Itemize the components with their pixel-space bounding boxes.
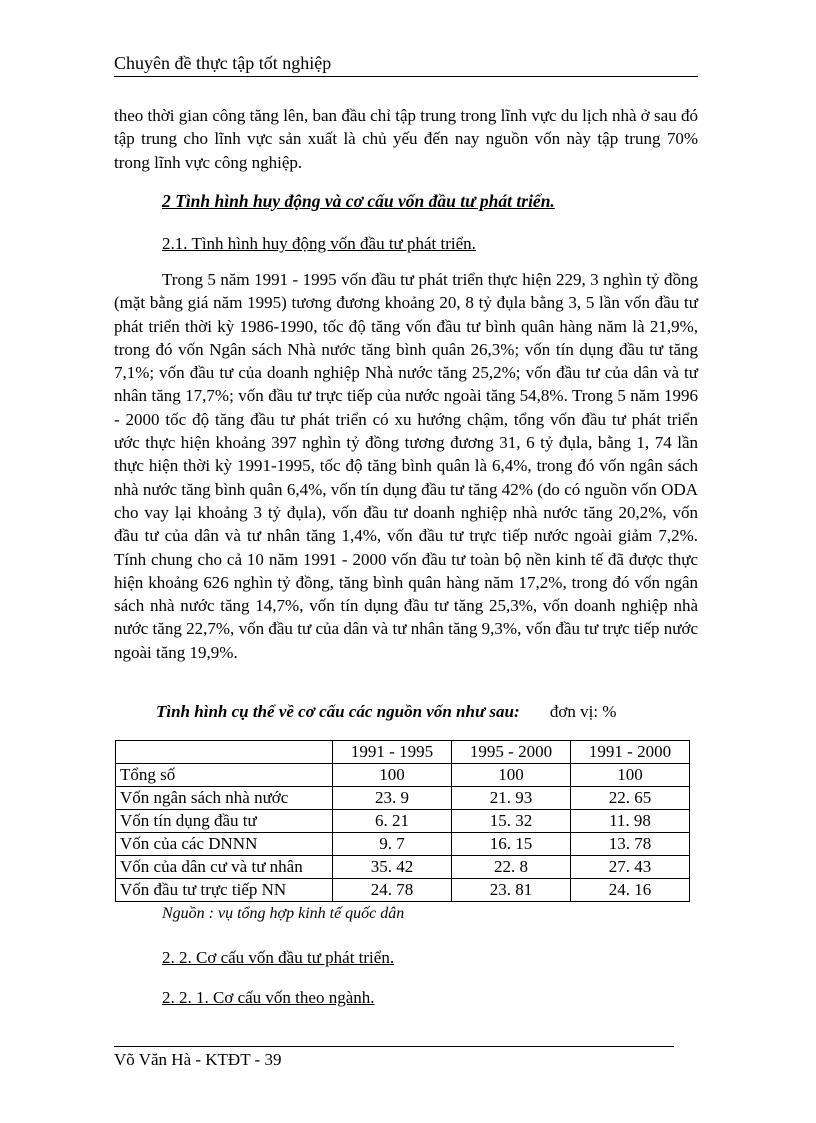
header-rule	[114, 76, 698, 77]
row-label: Vốn ngân sách nhà nước	[116, 787, 333, 810]
section-2-heading: 2 Tình hình huy động và cơ cấu vốn đầu tư phát triển.	[162, 191, 555, 211]
table-caption	[156, 702, 616, 722]
row-value: 100	[333, 764, 452, 787]
table-caption-text: Tình hình cụ thể về cơ cấu các nguồn vốn như sau:	[156, 702, 520, 721]
footer-author: Võ Văn Hà - KTĐT - 39	[114, 1050, 282, 1069]
subsection-2-2-heading: 2. 2. Cơ cấu vốn đầu tư phát triển.	[162, 948, 395, 967]
row-value: 13. 78	[571, 833, 690, 856]
table-row	[116, 833, 690, 856]
row-value: 9. 7	[333, 833, 452, 856]
table-row	[116, 879, 690, 902]
subsection-2-2-1-heading: 2. 2. 1. Cơ cấu vốn theo ngành.	[162, 988, 375, 1007]
row-value: 11. 98	[571, 810, 690, 833]
row-value: 6. 21	[333, 810, 452, 833]
row-label: Vốn tín dụng đầu tư	[116, 810, 333, 833]
table-source-note: Nguồn : vụ tổng hợp kinh tế quốc dân	[162, 905, 405, 922]
mobilization-paragraph: Trong 5 năm 1991 - 1995 vốn đầu tư phát triển thực hiện 229, 3 nghìn tỷ đồng (mặt bằng giá năm 1995) tương đương khoảng 20, 8 tỷ đụla bằng 3, 5 lần vốn đầu tư phát triển thời kỳ 1986-1990, tốc độ tăng vốn đầu tư bình quân hàng năm là 21,9%, trong đó vốn Ngân sách Nhà nước tăng bình quân 26,3%; vốn tín dụng đầu tư tăng 7,1%; vốn đầu tư của doanh nghiệp Nhà nước tăng 25,2%; vốn đầu tư của dân và tư nhân tăng 17,7%; vốn đầu tư trực tiếp của nước ngoài tăng 54,8%. Trong 5 năm 1996 - 2000 tốc độ tăng đầu tư phát triển có xu hướng chậm, tổng vốn đầu tư phát triển ước thực hiện khoảng 397 nghìn tỷ đồng tương đương 31, 6 tỷ đụla, bằng 1, 74 lần thực hiện thời kỳ 1991-1995, tốc độ tăng bình quân là 6,4%, trong đó vốn ngân sách nhà nước tăng bình quân 6,4%, vốn tín dụng đầu tư tăng 42% (do có nguồn vốn ODA cho vay lại khoảng 3 tỷ đụla), vốn đầu tư doanh nghiệp nhà nước tăng 20,2%, vốn đầu tư của dân và tư nhân tăng 1,4%, vốn đầu tư trực tiếp nước ngoài giảm 7,2%. Tính chung cho cả 10 năm 1991 - 2000 vốn đầu tư toàn bộ nền kinh tế đã được thực hiện khoảng 626 nghìn tỷ đồng, tăng bình quân hàng năm 17,2%, trong đó vốn ngân sách nhà nước tăng 14,7%, vốn tín dụng đầu tư tăng 25,3%, vốn doanh nghiệp nhà nước tăng 22,7%, vốn đầu tư của dân và tư nhân tăng 9,3%, vốn đầu tư trực tiếp nước ngoài tăng 19,9%.	[114, 270, 698, 662]
row-label: Vốn của dân cư và tư nhân	[116, 856, 333, 879]
row-label: Vốn đầu tư trực tiếp NN	[116, 879, 333, 902]
table-unit: đơn vị: %	[549, 702, 617, 721]
row-value: 23. 81	[452, 879, 571, 902]
row-value: 27. 43	[571, 856, 690, 879]
row-value: 21. 93	[452, 787, 571, 810]
footer-rule	[114, 1046, 674, 1047]
subsection-2-1-heading: 2.1. Tình hình huy động vốn đầu tư phát triển.	[162, 234, 476, 253]
row-value: 23. 9	[333, 787, 452, 810]
page-header-title: Chuyên đề thực tập tốt nghiệp	[114, 53, 332, 73]
row-value: 22. 8	[452, 856, 571, 879]
row-value: 24. 16	[571, 879, 690, 902]
row-value: 22. 65	[571, 787, 690, 810]
row-value: 16. 15	[452, 833, 571, 856]
capital-structure-table	[115, 740, 690, 902]
table-row	[116, 856, 690, 879]
table-row	[116, 764, 690, 787]
row-value: 24. 78	[333, 879, 452, 902]
row-label: Vốn của các DNNN	[116, 833, 333, 856]
table-row	[116, 787, 690, 810]
header-cell: 1991 - 1995	[333, 741, 452, 764]
header-cell: 1995 - 2000	[452, 741, 571, 764]
header-blank-cell	[116, 741, 333, 764]
row-value: 35. 42	[333, 856, 452, 879]
header-cell: 1991 - 2000	[571, 741, 690, 764]
row-value: 15. 32	[452, 810, 571, 833]
row-value: 100	[452, 764, 571, 787]
row-value: 100	[571, 764, 690, 787]
table-header-row	[116, 741, 690, 764]
intro-paragraph: theo thời gian công tăng lên, ban đầu chỉ tập trung trong lĩnh vực du lịch nhà ở sau đó tập trung cho lĩnh vực sản xuất là chủ yếu đến nay nguồn vốn này tập trung 70% trong lĩnh vực công nghiệp.	[114, 106, 698, 172]
row-label: Tổng số	[116, 764, 333, 787]
table-row	[116, 810, 690, 833]
